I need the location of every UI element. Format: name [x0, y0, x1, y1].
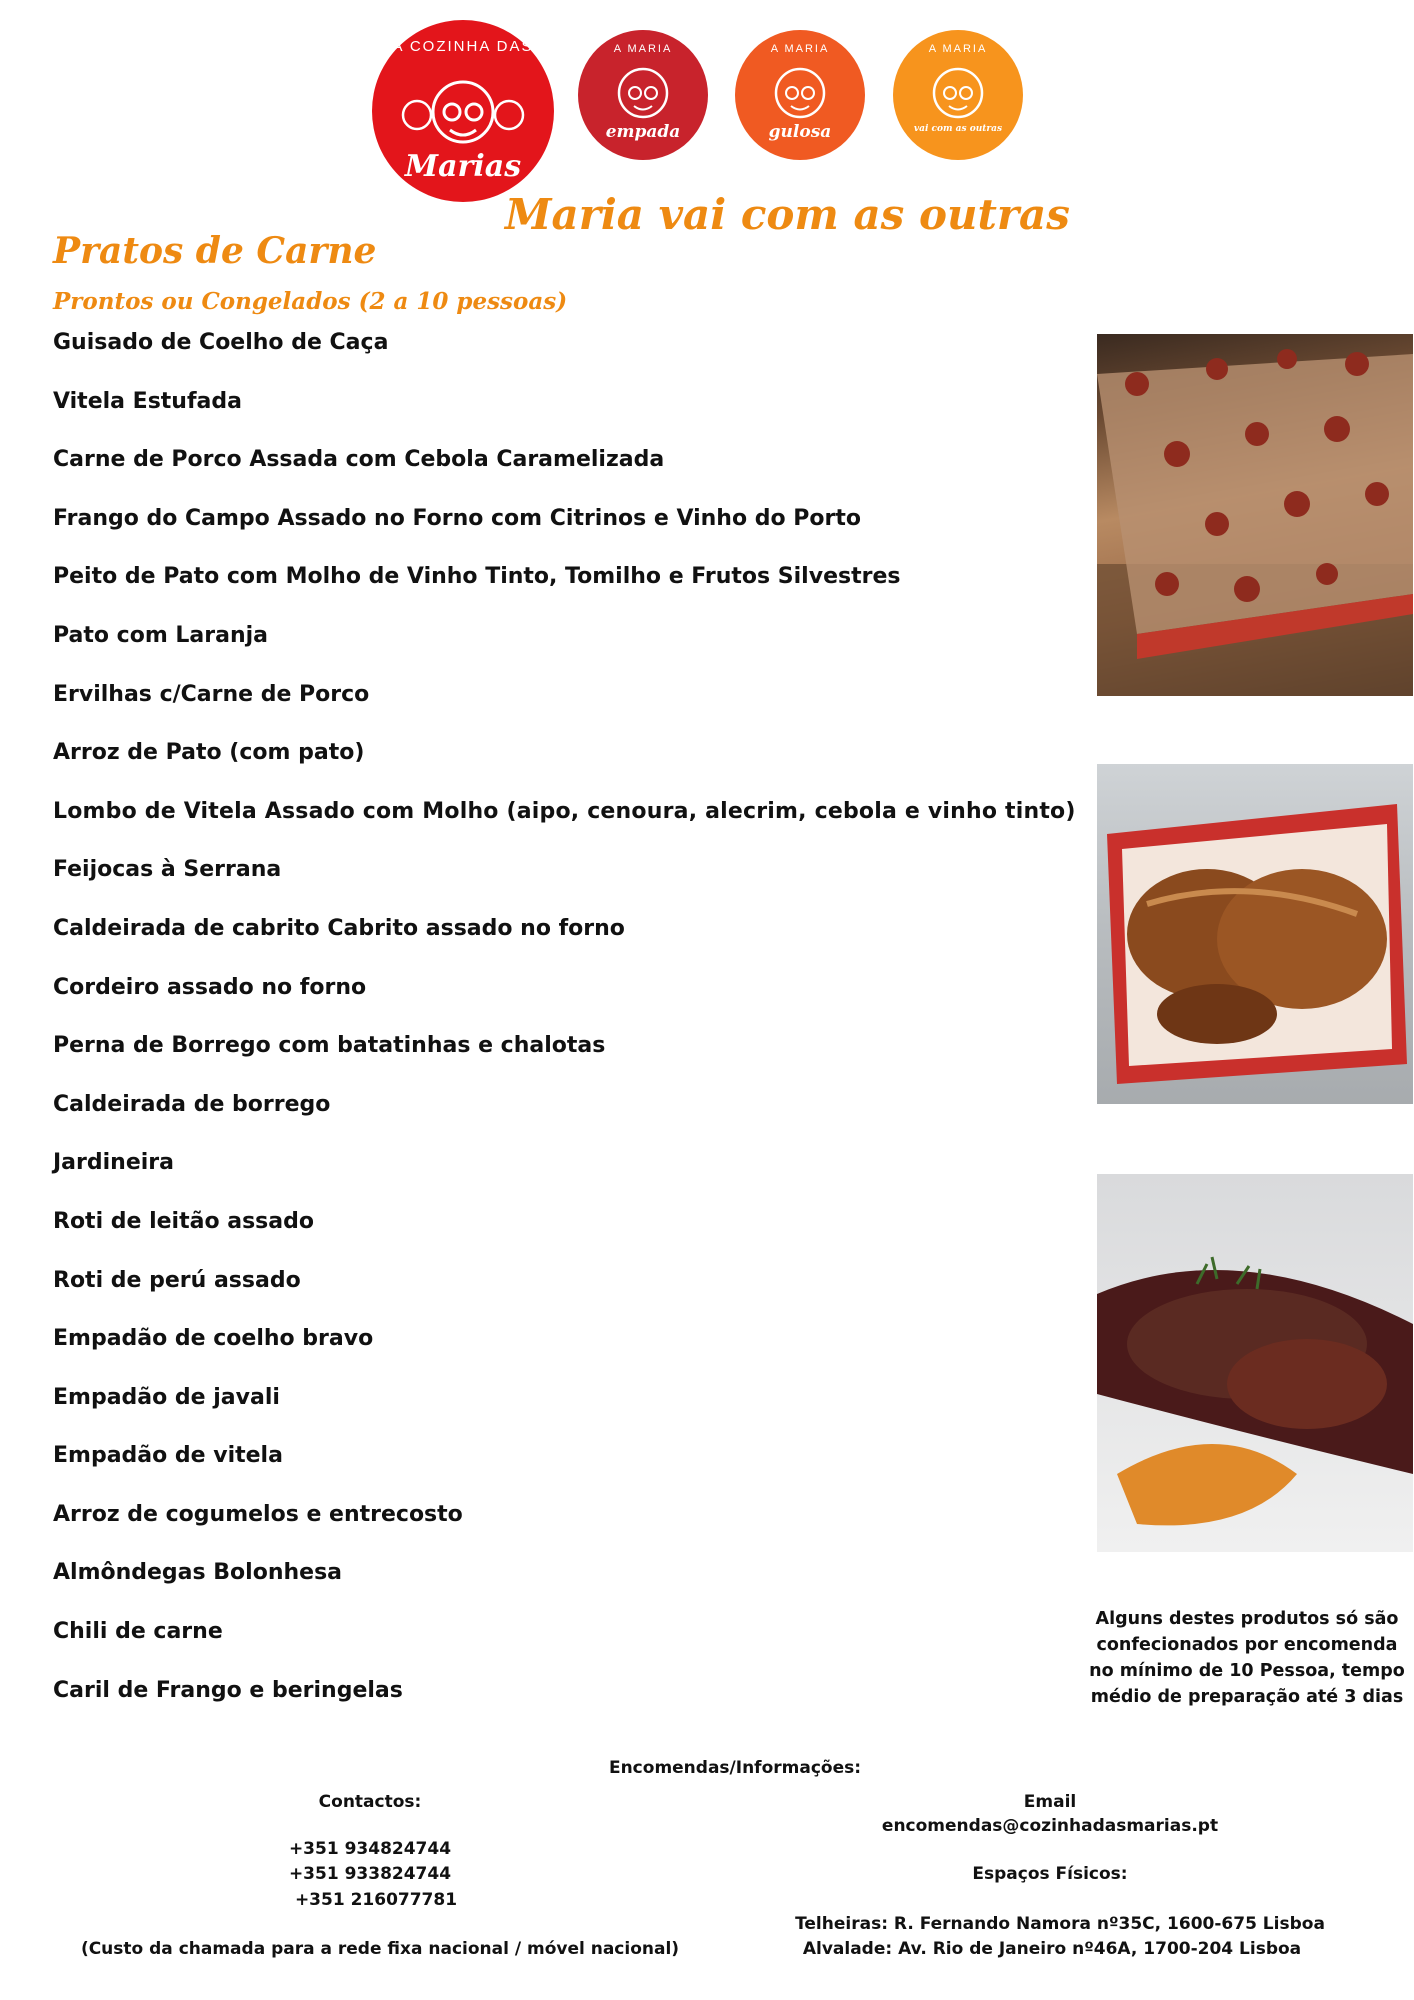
email-heading: Email — [1023, 1792, 1077, 1812]
logo-script-text: gulosa — [768, 121, 832, 142]
logo-maria-vai-com-as-outras — [893, 30, 1023, 160]
logo-arc-text: A COZINHA DAS — [392, 38, 534, 56]
section-subtitle: Prontos ou Congelados (2 a 10 pessoas) — [53, 288, 568, 315]
list-item: Lombo de Vitela Assado com Molho (aipo, cenoura, alecrim, cebola e vinho tinto) — [53, 798, 1076, 824]
list-item: Caldeirada de cabrito Cabrito assado no forno — [53, 915, 625, 941]
list-item: Almôndegas Bolonhesa — [53, 1560, 343, 1586]
phone-number[interactable]: +351 933824744 — [288, 1864, 452, 1884]
list-item: Empadão de javali — [53, 1384, 280, 1410]
list-item: Empadão de coelho bravo — [53, 1326, 374, 1352]
list-item: Perna de Borrego com batatinhas e chalotas — [53, 1033, 606, 1059]
logo-script-text: Marias — [404, 148, 522, 184]
tagline: Maria vai com as outras — [505, 190, 1070, 239]
logo-arc-text: A MARIA — [770, 43, 830, 55]
roast-chicken-photo — [1097, 764, 1413, 1104]
address-telheiras: Telheiras: R. Fernando Namora nº35C, 1600-675 Lisboa — [795, 1914, 1325, 1934]
rice-dish-photo — [1097, 334, 1413, 696]
list-item: Caldeirada de borrego — [53, 1091, 331, 1117]
list-item: Pato com Laranja — [53, 622, 269, 648]
order-note: Alguns destes produtos só são confecionados por encomenda no mínimo de 10 Pessoa, tempo médio de preparação até 3 dias — [1089, 1609, 1405, 1707]
list-item: Cordeiro assado no forno — [53, 974, 367, 1000]
list-item: Arroz de Pato (com pato) — [53, 740, 365, 766]
list-item: Ervilhas c/Carne de Porco — [53, 681, 370, 707]
dish-list — [53, 325, 1076, 1731]
list-item: Jardineira — [53, 1150, 174, 1176]
address-alvalade: Alvalade: Av. Rio de Janeiro nº46A, 1700-204 Lisboa — [802, 1939, 1302, 1959]
list-item: Carne de Porco Assada com Cebola Caramelizada — [53, 447, 665, 473]
phone-number[interactable]: +351 216077781 — [294, 1890, 458, 1910]
contacts-heading: Contactos: — [318, 1792, 422, 1812]
list-item: Peito de Pato com Molho de Vinho Tinto, Tomilho e Frutos Silvestres — [53, 564, 901, 590]
list-item: Chili de carne — [53, 1619, 223, 1645]
email-link[interactable]: encomendas@cozinhadasmarias.pt — [881, 1816, 1219, 1836]
section-title: Pratos de Carne — [53, 230, 377, 272]
spaces-heading: Espaços Físicos: — [972, 1864, 1128, 1884]
list-item: Caril de Frango e beringelas — [53, 1677, 403, 1703]
list-item: Arroz de cogumelos e entrecosto — [53, 1501, 463, 1527]
phone-number[interactable]: +351 934824744 — [288, 1839, 452, 1859]
list-item: Empadão de vitela — [53, 1443, 283, 1469]
logo-script-text: vai com as outras — [913, 124, 1003, 134]
list-item: Frango do Campo Assado no Forno com Citrinos e Vinho do Porto — [53, 505, 861, 531]
logo-script-text: empada — [605, 121, 681, 142]
list-item: Vitela Estufada — [53, 388, 242, 414]
list-item: Roti de perú assado — [53, 1267, 301, 1293]
logo-cozinha-das-marias — [372, 20, 554, 202]
logo-arc-text: A MARIA — [613, 43, 673, 55]
logo-maria-gulosa — [735, 30, 865, 160]
list-item: Roti de leitão assado — [53, 1208, 314, 1234]
list-item: Guisado de Coelho de Caça — [53, 330, 389, 355]
orders-heading: Encomendas/Informações: — [608, 1758, 862, 1778]
logo-arc-text: A MARIA — [928, 43, 988, 55]
list-item: Feijocas à Serrana — [53, 857, 282, 883]
call-cost-note: (Custo da chamada para a rede fixa nacional / móvel nacional) — [80, 1939, 680, 1959]
duck-breast-photo — [1097, 1174, 1413, 1552]
logo-maria-empada — [578, 30, 708, 160]
